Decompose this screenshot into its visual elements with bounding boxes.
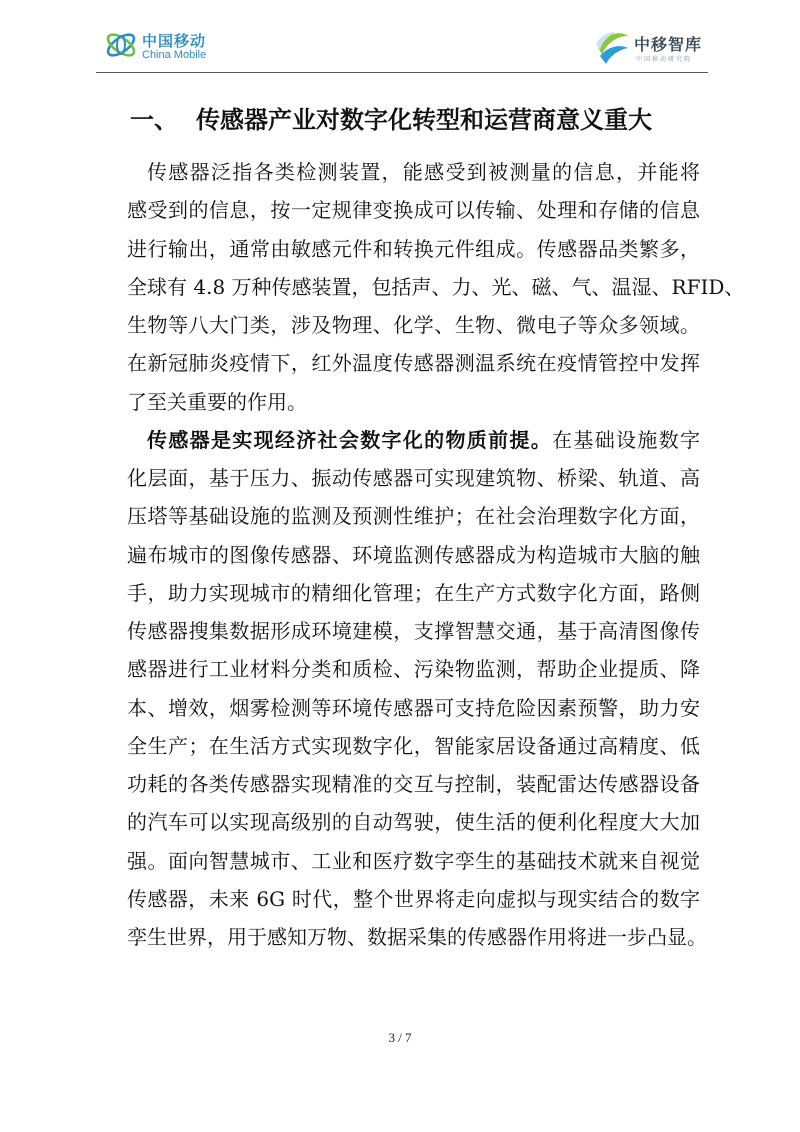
zhongyi-think-tank-logo (594, 26, 714, 70)
paragraph-line: 感受到的信息，按一定规律变换成可以传输、处理和存储的信息 (127, 198, 700, 223)
paragraph-lead-line (127, 421, 700, 459)
paragraph-line: 手，助力实现城市的精细化管理；在生产方式数字化方面，路侧 (127, 580, 700, 605)
body-text (127, 153, 745, 956)
paragraph-line: 本、增效，烟雾检测等环境传感器可支持危险因素预警，助力安 (127, 695, 700, 720)
paragraph-line: 化层面，基于压力、振动传感器可实现建筑物、桥梁、轨道、高 (127, 466, 700, 490)
think-tank-subtitle: 中国移动研究院 (636, 56, 693, 63)
china-mobile-logo (104, 28, 224, 68)
paragraph-line: 全生产；在生活方式实现数字化，智能家居设备通过高精度、低 (127, 733, 700, 758)
china-mobile-name-cn: 中国移动 (142, 32, 207, 50)
section-number: 一、 (130, 106, 178, 134)
header-divider (96, 72, 708, 73)
paragraph-line: 传感器泛指各类检测装置，能感受到被测量的信息，并能将 (147, 160, 700, 184)
section-title: 传感器产业对数字化转型和运营商意义重大 (196, 106, 652, 134)
section-heading (130, 100, 690, 135)
paragraph-line: 在新冠肺炎疫情下，红外温度传感器测温系统在疫情管控中发挥 (127, 351, 700, 376)
paragraph-line: 压塔等基础设施的监测及预测性维护；在社会治理数字化方面， (127, 504, 700, 529)
paragraph-line: 遍布城市的图像传感器、环境监测传感器成为构造城市大脑的触 (127, 542, 700, 567)
paragraph-line: 传感器搜集数据形成环境建模，支撑智慧交通，基于高清图像传 (127, 619, 700, 643)
paragraph-line: 感器进行工业材料分类和质检、污染物监测，帮助企业提质、降 (127, 657, 700, 682)
paragraph-line: 了至关重要的作用。 (127, 389, 307, 414)
think-tank-name-cn: 中移智库 (634, 35, 703, 54)
paragraph-line: 全球有 4.8 万种传感装置，包括声、力、光、磁、气、温湿、RFID、 (127, 274, 745, 299)
key-statement: 传感器是实现经济社会数字化的物质前提。 (147, 427, 553, 452)
paragraph-line: 孪生世界，用于感知万物、数据采集的传感器作用将进一步凸显。 (127, 925, 707, 949)
page-header (0, 0, 800, 76)
paragraph-line: 的汽车可以实现高级别的自动驾驶，使生活的便利化程度大大加 (127, 810, 700, 835)
zhongyi-think-tank-logo-icon (594, 26, 632, 66)
china-mobile-logo-icon (104, 28, 138, 62)
paragraph-line: 强。面向智慧城市、工业和医疗数字孪生的基础技术就来自视觉 (127, 848, 700, 873)
lead-continuation: 在基础设施数字 (552, 427, 701, 452)
paragraph-line: 进行输出，通常由敏感元件和转换元件组成。传感器品类繁多， (127, 236, 700, 261)
china-mobile-name-en: China Mobile (142, 49, 207, 61)
paragraph-line: 功耗的各类传感器实现精准的交互与控制，装配雷达传感器设备 (127, 772, 700, 796)
page-number: 3 / 7 (388, 1030, 412, 1045)
paragraph-line: 传感器，未来 6G 时代，整个世界将走向虚拟与现实结合的数字 (127, 886, 700, 911)
paragraph-line: 生物等八大门类，涉及物理、化学、生物、微电子等众多领域。 (127, 313, 700, 337)
